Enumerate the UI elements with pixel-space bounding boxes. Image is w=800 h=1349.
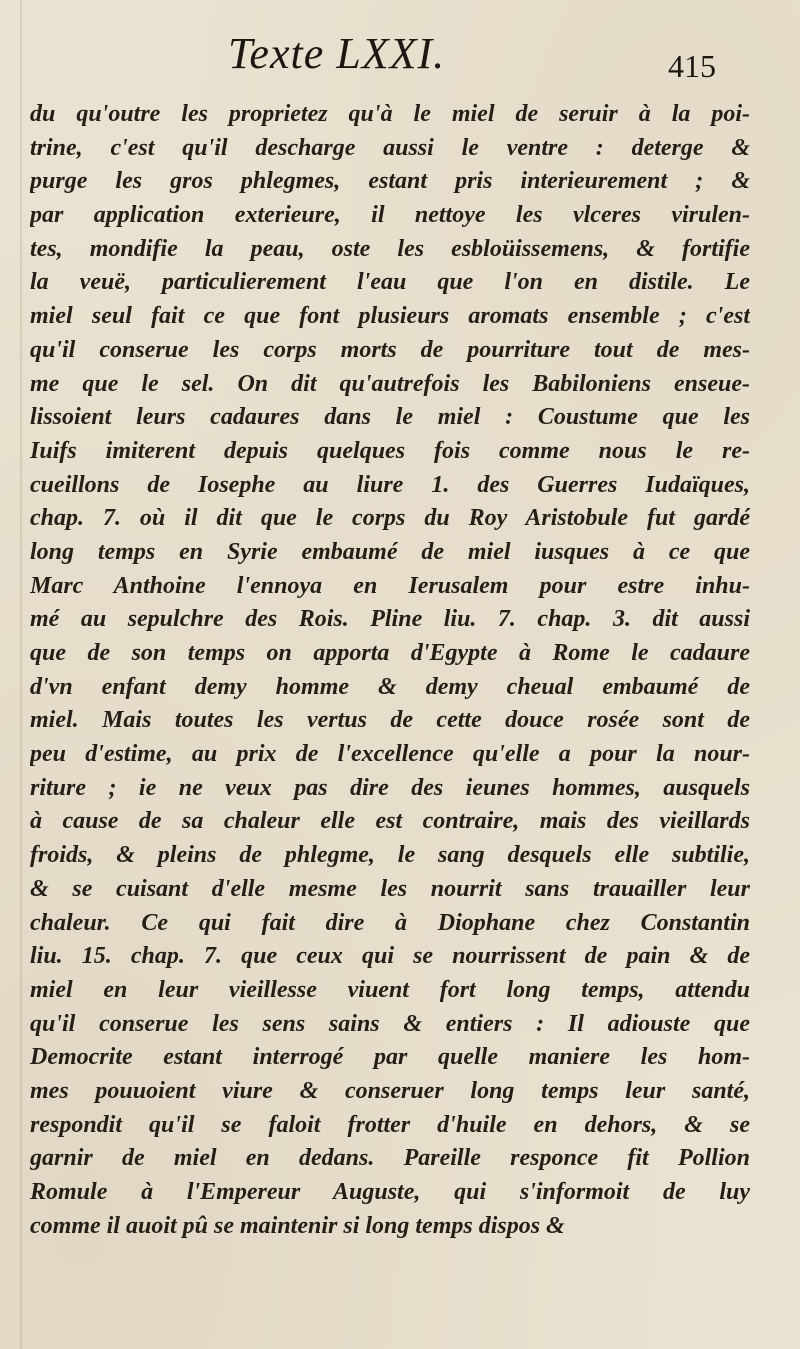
text-line: la veuë, particulierement l'eau que l'on en distile. Le — [30, 269, 750, 296]
text-line: à cause de sa chaleur elle est contraire, mais des vieillards — [30, 808, 750, 835]
text-line: purge les gros phlegmes, estant pris interieurement ; & — [30, 168, 750, 195]
text-line: chap. 7. où il dit que le corps du Roy Aristobule fut gardé — [30, 505, 750, 532]
text-line: & se cuisant d'elle mesme les nourrit sans trauailler leur — [30, 875, 750, 902]
text-line: Marc Anthoine l'ennoya en Ierusalem pour estre inhu- — [30, 572, 750, 599]
text-line: peu d'estime, au prix de l'excellence qu'elle a pour la nour- — [30, 741, 750, 768]
text-line: du qu'outre les proprietez qu'à le miel de seruir à la poi- — [30, 101, 750, 127]
text-line: riture ; ie ne veux pas dire des ieunes hommes, ausquels — [30, 774, 750, 801]
text-line: mé au sepulchre des Rois. Pline liu. 7. chap. 3. dit aussi — [30, 606, 750, 633]
text-line: long temps en Syrie embaumé de miel iusques à ce que — [30, 538, 750, 565]
text-line: Democrite estant interrogé par quelle maniere les hom- — [30, 1044, 750, 1071]
page-crease — [20, 0, 22, 1349]
text-line: me que le sel. On dit qu'autrefois les Babiloniens enseue- — [30, 370, 750, 397]
text-line: froids, & pleins de phlegme, le sang desquels elle subtilie, — [30, 842, 750, 869]
text-line: respondit qu'il se faloit frotter d'huile en dehors, & se — [30, 1111, 750, 1138]
page-header — [0, 28, 800, 88]
text-line: comme il auoit pû se maintenir si long temps dispos & — [30, 1212, 565, 1239]
text-line: par application exterieure, il nettoye les vlceres virulen- — [30, 202, 750, 229]
text-line: miel. Mais toutes les vertus de cette douce rosée sont de — [30, 707, 750, 734]
text-line: Romule à l'Empereur Auguste, qui s'informoit de luy — [30, 1179, 750, 1205]
text-line: trine, c'est qu'il descharge aussi le ventre : deterge & — [30, 134, 750, 161]
text-line: miel seul fait ce que font plusieurs aromats ensemble ; c'est — [30, 303, 750, 330]
text-line: mes pouuoient viure & conseruer long temps leur santé, — [30, 1077, 750, 1104]
text-line: miel en leur vieillesse viuent fort long temps, attendu — [30, 976, 750, 1003]
text-line: lissoient leurs cadaures dans le miel : Coustume que les — [30, 404, 750, 431]
text-line: garnir de miel en dedans. Pareille responce fit Pollion — [30, 1145, 750, 1172]
text-line: qu'il conserue les corps morts de pourriture tout de mes- — [30, 336, 750, 363]
text-line: liu. 15. chap. 7. que ceux qui se nourrissent de pain & de — [30, 943, 750, 970]
text-line: tes, mondifie la peau, oste les esbloüissemens, & fortifie — [30, 235, 750, 262]
text-line: d'vn enfant demy homme & demy cheual embaumé de — [30, 673, 750, 700]
running-title: Texte LXXI. — [228, 29, 446, 78]
text-line: chaleur. Ce qui fait dire à Diophane chez Constantin — [30, 909, 750, 936]
text-line: qu'il conserue les sens sains & entiers : Il adiouste que — [30, 1010, 750, 1037]
page-number: 415 — [668, 48, 716, 84]
text-line: cueillons de Iosephe au liure 1. des Guerres Iudaïques, — [30, 471, 750, 498]
body-text — [30, 98, 750, 1243]
text-line: Iuifs imiterent depuis quelques fois comme nous le re- — [30, 437, 750, 464]
text-line: que de son temps on apporta d'Egypte à Rome le cadaure — [30, 640, 750, 666]
